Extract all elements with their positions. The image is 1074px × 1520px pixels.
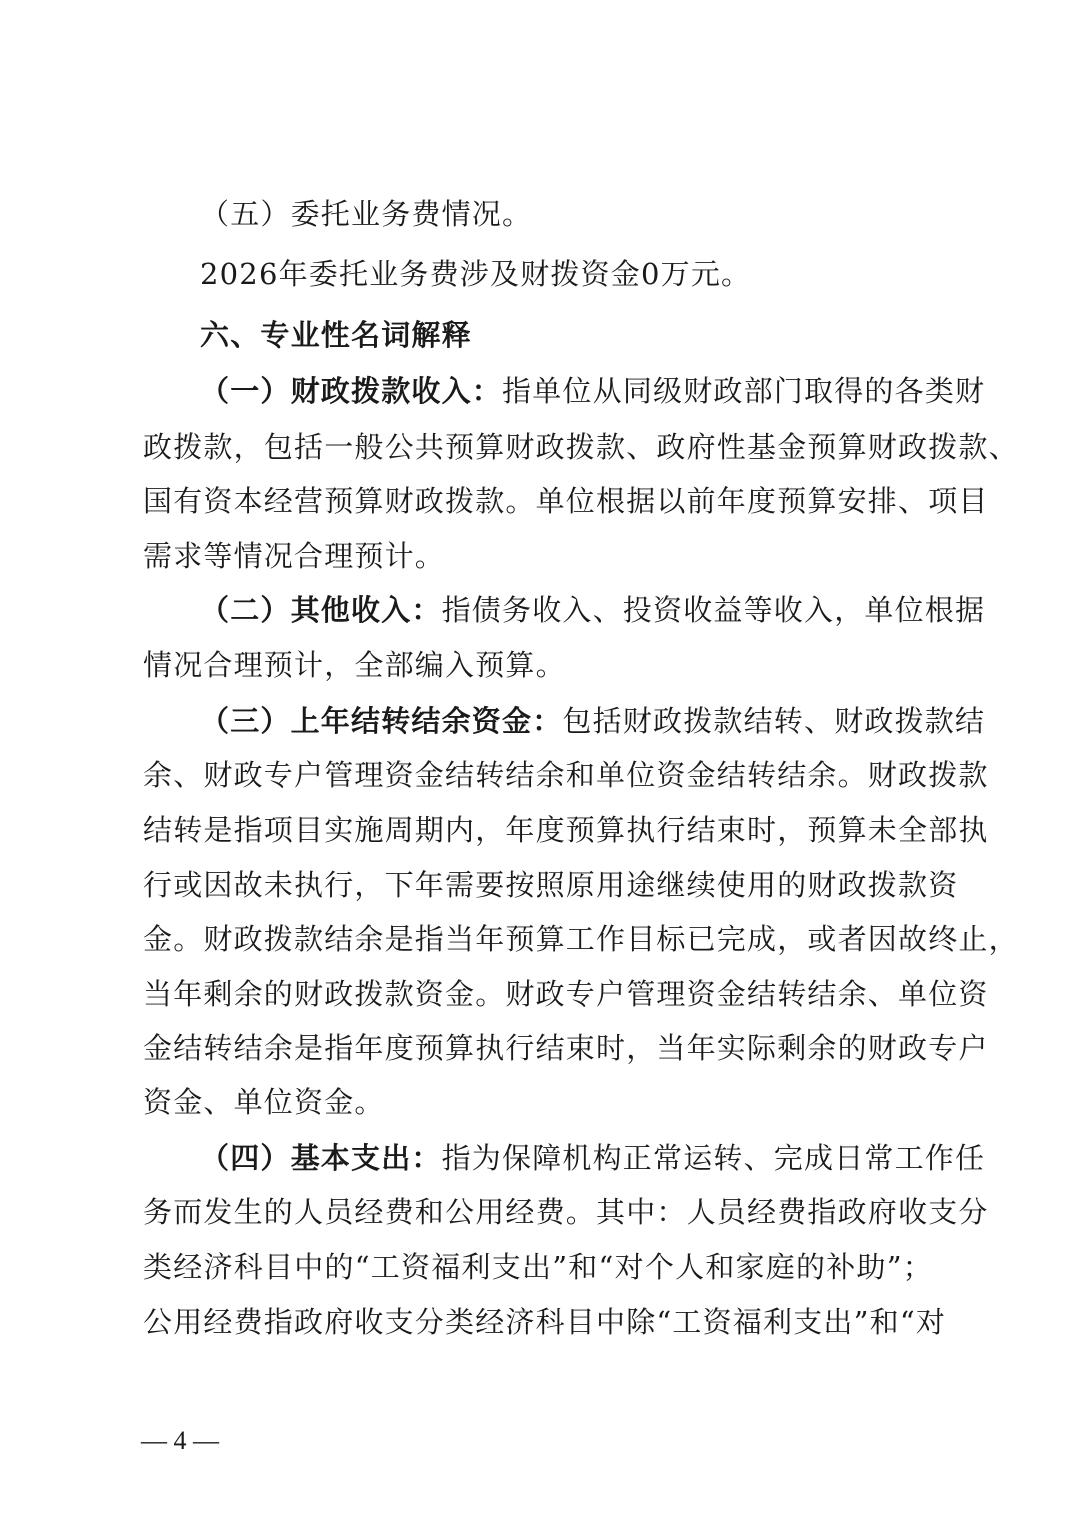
paragraph-line: 情况合理预计，全部编入预算。 [143,648,566,682]
section6-heading: 六、专业性名词解释 [200,318,472,352]
term-definition: 指为保障机构正常运转、完成日常工作任 [441,1141,986,1175]
paragraph-line [200,1138,986,1178]
paragraph-line [200,590,986,630]
term-label: （三）上年结转结余资金： [200,704,563,738]
paragraph-line: 类经济科目中的“工资福利支出”和“对个人和家庭的补助”； [143,1250,933,1284]
page-number: — 4 — [141,1426,219,1455]
paragraph-line [200,371,986,411]
paragraph-line: 需求等情况合理预计。 [143,539,446,573]
paragraph-line: 行或因故未执行，下年需要按照原用途继续使用的财政拨款资 [143,868,959,902]
paragraph-line: 政拨款，包括一般公共预算财政拨款、政府性基金预算财政拨款、 [143,430,1019,464]
paragraph-line: 国有资本经营预算财政拨款。单位根据以前年度预算安排、项目 [143,484,989,518]
section5-heading: （五）委托业务费情况。 [200,197,533,231]
paragraph-line: 公用经费指政府收支分类经济科目中除“工资福利支出”和“对 [143,1305,947,1339]
paragraph-line: 余、财政专户管理资金结转结余和单位资金结转结余。财政拨款 [143,758,989,792]
paragraph-line: 结转是指项目实施周期内，年度预算执行结束时，预算未全部执 [143,813,989,847]
paragraph-line [200,701,986,741]
term-label: （一）财政拨款收入： [200,374,503,408]
paragraph-line: 金。财政拨款结余是指当年预算工作目标已完成，或者因故终止， [143,922,1019,956]
paragraph-line: 务而发生的人员经费和公用经费。其中：人员经费指政府收支分 [143,1195,989,1229]
term-label: （二）其他收入： [200,593,442,627]
term-definition: 指单位从同级财政部门取得的各类财 [502,374,986,408]
paragraph-line: 资金、单位资金。 [143,1085,385,1119]
term-label: （四）基本支出： [200,1141,442,1175]
term-definition: 包括财政拨款结转、财政拨款结 [562,704,986,738]
paragraph-line: 金结转结余是指年度预算执行结束时，当年实际剩余的财政专户 [143,1031,989,1065]
section5-body: 2026年委托业务费涉及财拨资金0万元。 [200,257,752,291]
paragraph-line: 当年剩余的财政拨款资金。财政专户管理资金结转结余、单位资 [143,977,989,1011]
term-definition: 指债务收入、投资收益等收入，单位根据 [441,593,986,627]
